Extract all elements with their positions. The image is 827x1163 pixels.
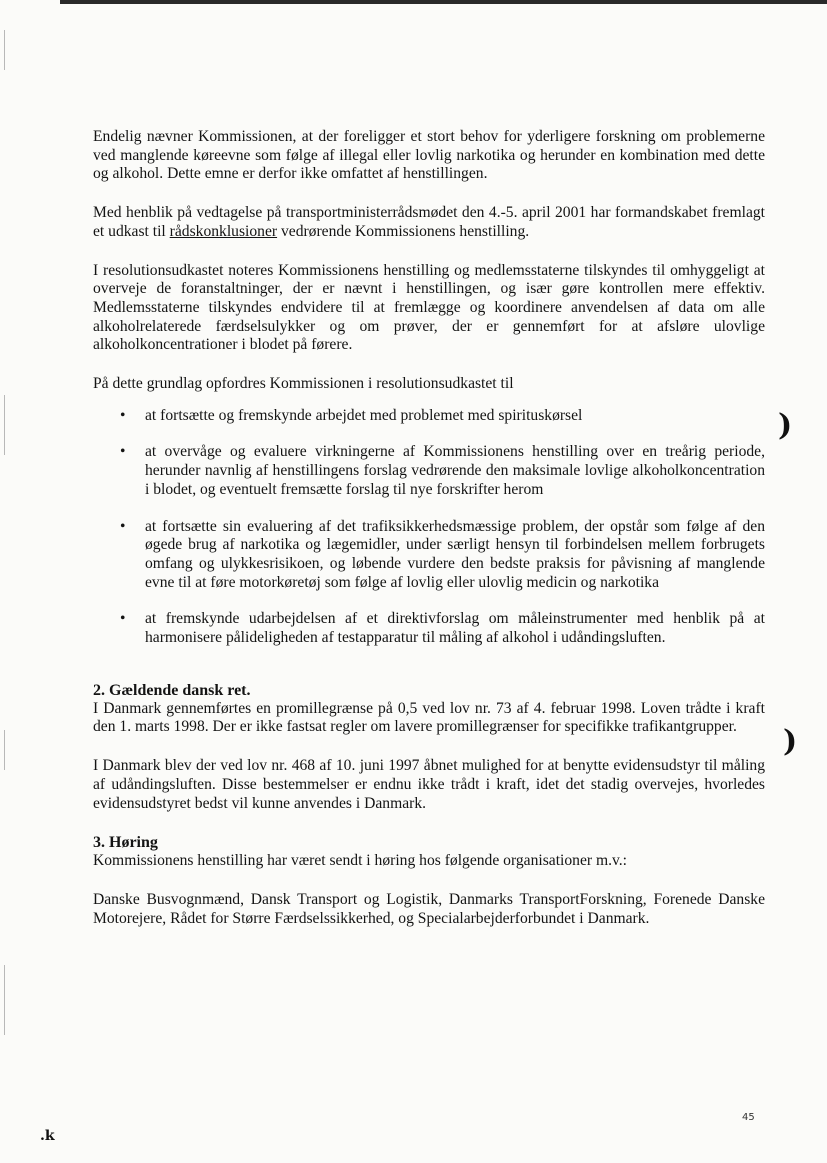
bullet-list xyxy=(93,407,765,648)
paragraph-organisations: Danske Busvognmænd, Dansk Transport og Logistik, Danmarks TransportForskning, Forenede Danske Motorejere, Rådet for Større Færdselssikkerhed, og Specialarbejderforbundet i Danmark. xyxy=(93,890,765,927)
paragraph-blood-alcohol-limit: I Danmark gennemførtes en promillegrænse på 0,5 ved lov nr. 73 af 4. februar 1998. Loven trådte i kraft den 1. marts 1998. Der er ikke fastsat regler om lavere promillegrænser for specifikke trafikantgrupper. xyxy=(93,699,765,736)
punch-hole-mark: ) xyxy=(783,724,798,759)
scan-speck: .k xyxy=(40,1128,55,1144)
paragraph-research-need: Endelig nævner Kommissionen, at der foreligger et stort behov for yderligere forskning om problemerne ved manglende køreevne som følge af illegal eller lovlig narkotika og herunder en kombination med dette og alkohol. Dette emne er derfor ikke omfattet af henstillingen. xyxy=(93,128,765,183)
list-item-text: at fortsætte og fremskynde arbejdet med problemet med spirituskørsel xyxy=(145,406,583,424)
list-item xyxy=(93,407,765,426)
paragraph-text: vedrørende Kommissionens henstilling. xyxy=(277,222,530,240)
scan-top-edge xyxy=(60,0,827,4)
bullet-icon: • xyxy=(120,610,126,628)
paragraph-resolution-draft: I resolutionsudkastet noteres Kommissionens henstilling og medlemsstaterne tilskyndes til omhyggeligt at overveje de foranstaltninger, der er nævnt i henstillingen, og især gøre kontrollen mere effektiv. Medlemsstaterne tilskyndes endvidere til at fremlægge og koordinere anvendelsen af data om alle alkoholrelaterede færdselsulykker og om prøver, der er gennemført for at afsløre ulovlige alkoholkoncentrationer i blodet på førere. xyxy=(93,261,765,354)
paragraph-text: Med henblik på vedtagelse på transportministerrådsmødet den 4.-5. april 2001 har formandskabet fremlagt et udkast til xyxy=(93,204,765,240)
scan-left-edge-mark xyxy=(4,395,5,455)
list-item-text: at overvåge og evaluere virkningerne af Kommissionens henstilling over en treårig periode, herunder navnlig af henstillingens forslag vedrørende den maksimale lovlige alkoholkoncentration i blodet, og eventuelt fremsætte forslag til nye forskrifter herom xyxy=(145,443,765,498)
scan-left-edge-mark xyxy=(4,730,5,770)
document-page xyxy=(93,128,765,948)
bullet-icon: • xyxy=(120,517,126,535)
scan-left-edge-mark xyxy=(4,965,5,1035)
list-item xyxy=(93,518,765,593)
list-item xyxy=(93,443,765,499)
page-number: 45 xyxy=(742,1112,755,1123)
bullet-icon: • xyxy=(120,406,126,424)
section-heading-consultation: 3. Høring xyxy=(93,834,158,852)
underlined-term: rådskonklusioner xyxy=(169,222,278,240)
list-item xyxy=(93,610,765,647)
paragraph-consultation-intro: Kommissionens henstilling har været sendt i høring hos følgende organisationer m.v.: xyxy=(93,852,628,870)
list-item-text: at fortsætte sin evaluering af det trafiksikkerhedsmæssige problem, der opstår som følge af den øgede brug af narkotika og lægemidler, under særligt hensyn til forbindelsen mellem forbrugets omfang og ulykkesrisikoen, og løbende vurdere den bedste praksis for påvisning af manglende evne til at føre motorkøretøj som følge af lovlig eller ulovlig medicin og narkotika xyxy=(145,517,765,591)
list-item-text: at fremskynde udarbejdelsen af et direktivforslag om måleinstrumenter med henblik på at harmonisere pålideligheden af testapparatur til måling af alkohol i udåndingsluften. xyxy=(145,610,765,647)
punch-hole-mark: ) xyxy=(778,408,793,443)
scan-left-edge-mark xyxy=(4,30,5,70)
paragraph-evidential-equipment: I Danmark blev der ved lov nr. 468 af 10. juni 1997 åbnet mulighed for at benytte evidensudstyr til måling af udåndingsluften. Disse bestemmelser er endnu ikke trådt i kraft, idet det stadig overvejes, hvorledes evidensudstyret bedst vil kunne anvendes i Danmark. xyxy=(93,757,765,812)
paragraph-council-conclusions xyxy=(93,204,765,241)
bullet-icon: • xyxy=(120,443,126,461)
paragraph-call-to-commission: På dette grundlag opfordres Kommissionen i resolutionsudkastet til xyxy=(93,375,514,393)
section-heading-danish-law: 2. Gældende dansk ret. xyxy=(93,681,251,699)
